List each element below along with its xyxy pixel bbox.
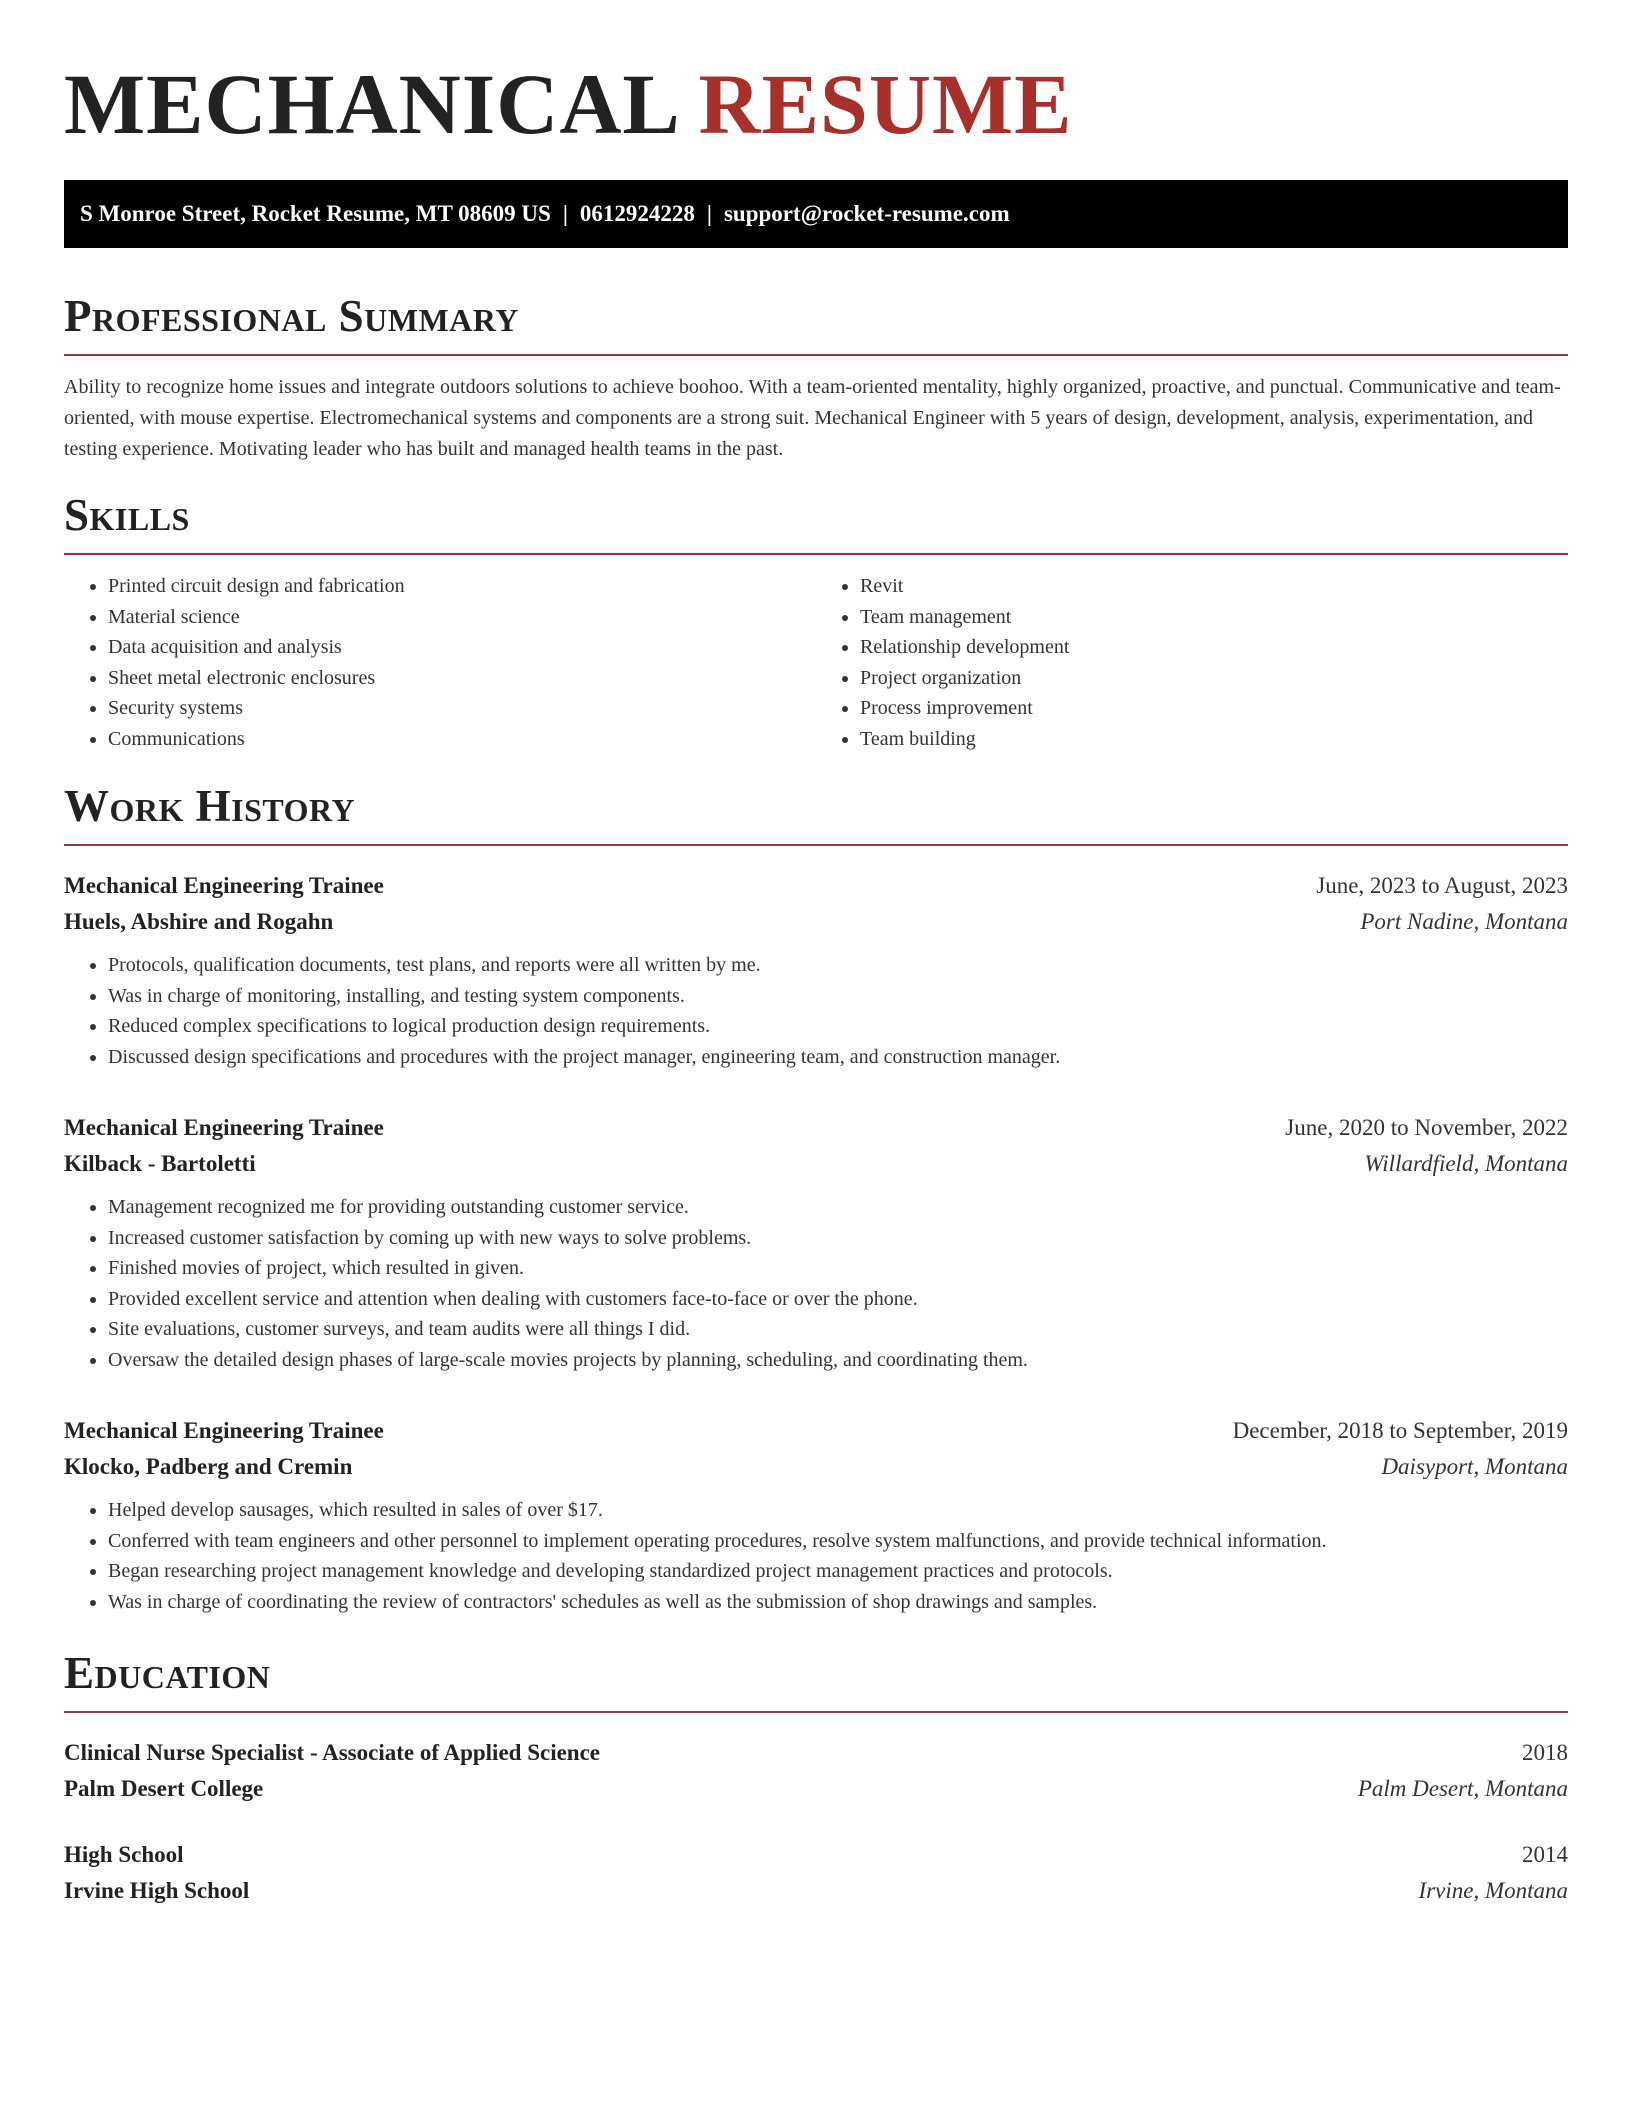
section-divider	[64, 1711, 1568, 1713]
contact-separator: |	[562, 201, 568, 226]
contact-email: support@rocket-resume.com	[723, 201, 1010, 226]
contact-bar	[64, 180, 1568, 248]
education-school-row	[64, 1771, 1568, 1807]
work-history-section	[64, 780, 1568, 1617]
job-dates: December, 2018 to September, 2019	[1232, 1418, 1568, 1443]
job-company: Klocko, Padberg and Cremin	[64, 1454, 353, 1479]
job-company: Huels, Abshire and Rogahn	[64, 909, 334, 934]
education-school: Palm Desert College	[64, 1776, 264, 1801]
job-title: Mechanical Engineering Trainee	[64, 1418, 384, 1443]
section-divider	[64, 844, 1568, 846]
job-bullet: • Provided excellent service and attention when dealing with customers face-to-face or over the phone.	[108, 1284, 1568, 1315]
resume-title	[64, 54, 1568, 154]
job-bullet: • Helped develop sausages, which resulted in sales of over $17.	[108, 1495, 1568, 1526]
job-location: Willardfield, Montana	[1364, 1151, 1568, 1176]
job-bullet: • Site evaluations, customer surveys, and team audits were all things I did.	[108, 1314, 1568, 1345]
job-bullets	[64, 1192, 1568, 1375]
job-header-row	[64, 868, 1568, 904]
job-bullet: • Was in charge of coordinating the review of contractors' schedules as well as the submission of shop drawings and samples.	[108, 1587, 1568, 1618]
job-dates: June, 2023 to August, 2023	[1316, 873, 1568, 898]
job-entry	[64, 1110, 1568, 1375]
contact-address: S Monroe Street, Rocket Resume, MT 08609 US	[80, 201, 551, 226]
summary-heading: Professional Summary	[64, 291, 519, 341]
job-bullet: • Oversaw the detailed design phases of large-scale movies projects by planning, scheduling, and coordinating them.	[108, 1345, 1568, 1376]
skills-heading: Skills	[64, 490, 190, 540]
job-bullet: • Began researching project management knowledge and developing standardized project management practices and protocols.	[108, 1556, 1568, 1587]
education-school: Irvine High School	[64, 1878, 250, 1903]
skill-item: • Security systems	[108, 693, 816, 724]
education-section	[64, 1647, 1568, 1909]
education-entry	[64, 1735, 1568, 1807]
education-header-row	[64, 1735, 1568, 1771]
education-header-row	[64, 1837, 1568, 1873]
education-year: 2018	[1522, 1740, 1568, 1765]
job-bullet: • Increased customer satisfaction by coming up with new ways to solve problems.	[108, 1223, 1568, 1254]
job-bullet: • Finished movies of project, which resulted in given.	[108, 1253, 1568, 1284]
education-degree: Clinical Nurse Specialist - Associate of Applied Science	[64, 1740, 601, 1765]
job-entry	[64, 1413, 1568, 1617]
job-bullet: • Reduced complex specifications to logical production design requirements.	[108, 1011, 1568, 1042]
education-location: Palm Desert, Montana	[1357, 1776, 1568, 1801]
job-bullet: • Was in charge of monitoring, installing, and testing system components.	[108, 981, 1568, 1012]
skill-item: • Printed circuit design and fabrication	[108, 571, 816, 602]
skill-item: • Communications	[108, 724, 816, 755]
education-location: Irvine, Montana	[1418, 1878, 1568, 1903]
job-company: Kilback - Bartoletti	[64, 1151, 256, 1176]
section-divider	[64, 354, 1568, 356]
job-company-row	[64, 1146, 1568, 1182]
summary-text: Ability to recognize home issues and integrate outdoors solutions to achieve boohoo. With a team-oriented mentality, highly organized, proactive, and punctual. Communicative and team-oriented, with mouse expertise. Electromechanical systems and components are a strong suit. Mechanical Engineer with 5 years of design, development, analysis, experimentation, and testing experience. Motivating leader who has built and managed health teams in the past.	[64, 376, 1561, 460]
skill-item: • Team building	[860, 724, 1568, 755]
job-company-row	[64, 904, 1568, 940]
skill-item: • Material science	[108, 602, 816, 633]
education-entry	[64, 1837, 1568, 1909]
job-bullet: • Protocols, qualification documents, test plans, and reports were all written by me.	[108, 950, 1568, 981]
job-entry	[64, 868, 1568, 1072]
job-bullets	[64, 950, 1568, 1072]
job-title: Mechanical Engineering Trainee	[64, 1115, 384, 1140]
education-year: 2014	[1522, 1842, 1568, 1867]
skills-columns	[64, 571, 1568, 754]
section-divider	[64, 553, 1568, 555]
job-title: Mechanical Engineering Trainee	[64, 873, 384, 898]
skills-list-left	[64, 571, 816, 754]
job-header-row	[64, 1110, 1568, 1146]
title-main: MECHANICAL	[64, 56, 677, 152]
skill-item: • Project organization	[860, 663, 1568, 694]
skill-item: • Revit	[860, 571, 1568, 602]
job-bullet: • Conferred with team engineers and other personnel to implement operating procedures, resolve system malfunctions, and provide technical information.	[108, 1526, 1568, 1557]
contact-separator: |	[706, 201, 712, 226]
education-school-row	[64, 1873, 1568, 1909]
job-dates: June, 2020 to November, 2022	[1285, 1115, 1568, 1140]
job-bullet: • Management recognized me for providing outstanding customer service.	[108, 1192, 1568, 1223]
title-accent: RESUME	[698, 56, 1073, 152]
skills-list-right	[816, 571, 1568, 754]
job-bullets	[64, 1495, 1568, 1617]
job-location: Port Nadine, Montana	[1360, 909, 1568, 934]
job-header-row	[64, 1413, 1568, 1449]
job-bullet: • Discussed design specifications and procedures with the project manager, engineering team, and construction manager.	[108, 1042, 1568, 1073]
work-history-heading: Work History	[64, 781, 356, 831]
job-location: Daisyport, Montana	[1381, 1454, 1568, 1479]
job-company-row	[64, 1449, 1568, 1485]
skills-section	[64, 489, 1568, 754]
skill-item: • Sheet metal electronic enclosures	[108, 663, 816, 694]
skill-item: • Team management	[860, 602, 1568, 633]
education-degree: High School	[64, 1842, 184, 1867]
summary-section	[64, 290, 1568, 465]
skill-item: • Relationship development	[860, 632, 1568, 663]
skill-item: • Process improvement	[860, 693, 1568, 724]
education-heading: Education	[64, 1648, 271, 1698]
contact-phone: 0612924228	[579, 201, 695, 226]
skill-item: • Data acquisition and analysis	[108, 632, 816, 663]
